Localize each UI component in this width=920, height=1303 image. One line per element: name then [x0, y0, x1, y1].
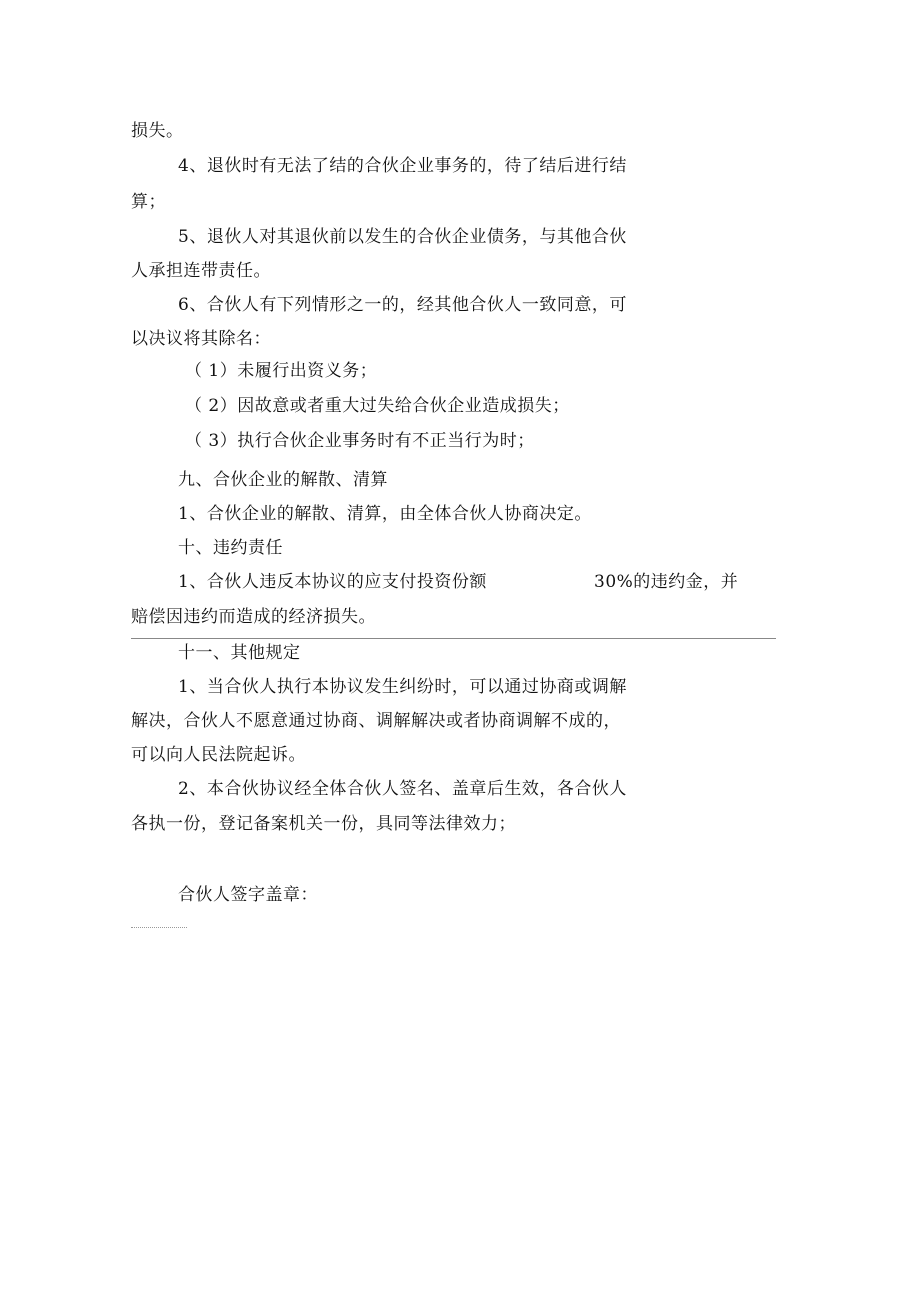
section-10-clause-1-line-2: 赔偿因违约而造成的经济损失。 — [131, 607, 376, 627]
section-heading-10: 十、违约责任 — [178, 538, 283, 558]
clause-4-line-2: 算； — [131, 192, 166, 212]
signature-label: 合伙人签字盖章： — [178, 885, 318, 905]
clause-6-line-1: 6、合伙人有下列情形之一的，经其他合伙人一致同意，可 — [178, 295, 627, 315]
clause-6-line-2: 以决议将其除名： — [131, 329, 271, 349]
sub-item-1: （ 1）未履行出资义务； — [185, 361, 378, 381]
sub-item-2: （ 2）因故意或者重大过失给合伙企业造成损失； — [185, 396, 570, 416]
paragraph-line: 损失。 — [131, 121, 184, 141]
section-11-clause-2-line-2: 各执一份，登记备案机关一份，具同等法律效力； — [131, 814, 516, 834]
clause-5-line-2: 人承担连带责任。 — [131, 261, 271, 281]
section-9-clause-1: 1、合伙企业的解散、清算，由全体合伙人协商决定。 — [178, 504, 592, 524]
section-10-clause-1-part-1: 1、合伙人违反本协议的应支付投资份额 — [178, 572, 487, 592]
clause-5-line-1: 5、退伙人对其退伙前以发生的合伙企业债务，与其他合伙 — [178, 227, 627, 247]
page-divider — [131, 638, 776, 639]
section-11-clause-1-line-3: 可以向人民法院起诉。 — [131, 745, 306, 765]
clause-4-line-1: 4、退伙时有无法了结的合伙企业事务的，待了结后进行结 — [178, 156, 627, 176]
section-11-clause-1-line-1: 1、当合伙人执行本协议发生纠纷时，可以通过协商或调解 — [178, 677, 627, 697]
section-heading-11: 十一、其他规定 — [178, 643, 301, 663]
section-10-clause-1-part-2: 30%的违约金，并 — [594, 572, 739, 592]
sub-item-3: （ 3）执行合伙企业事务时有不正当行为时； — [185, 431, 535, 451]
section-11-clause-1-line-2: 解决，合伙人不愿意通过协商、调解解决或者协商调解不成的， — [131, 711, 621, 731]
section-11-clause-2-line-1: 2、本合伙协议经全体合伙人签名、盖章后生效，各合伙人 — [178, 779, 627, 799]
section-heading-9: 九、合伙企业的解散、清算 — [178, 470, 388, 490]
signature-line — [131, 927, 187, 928]
